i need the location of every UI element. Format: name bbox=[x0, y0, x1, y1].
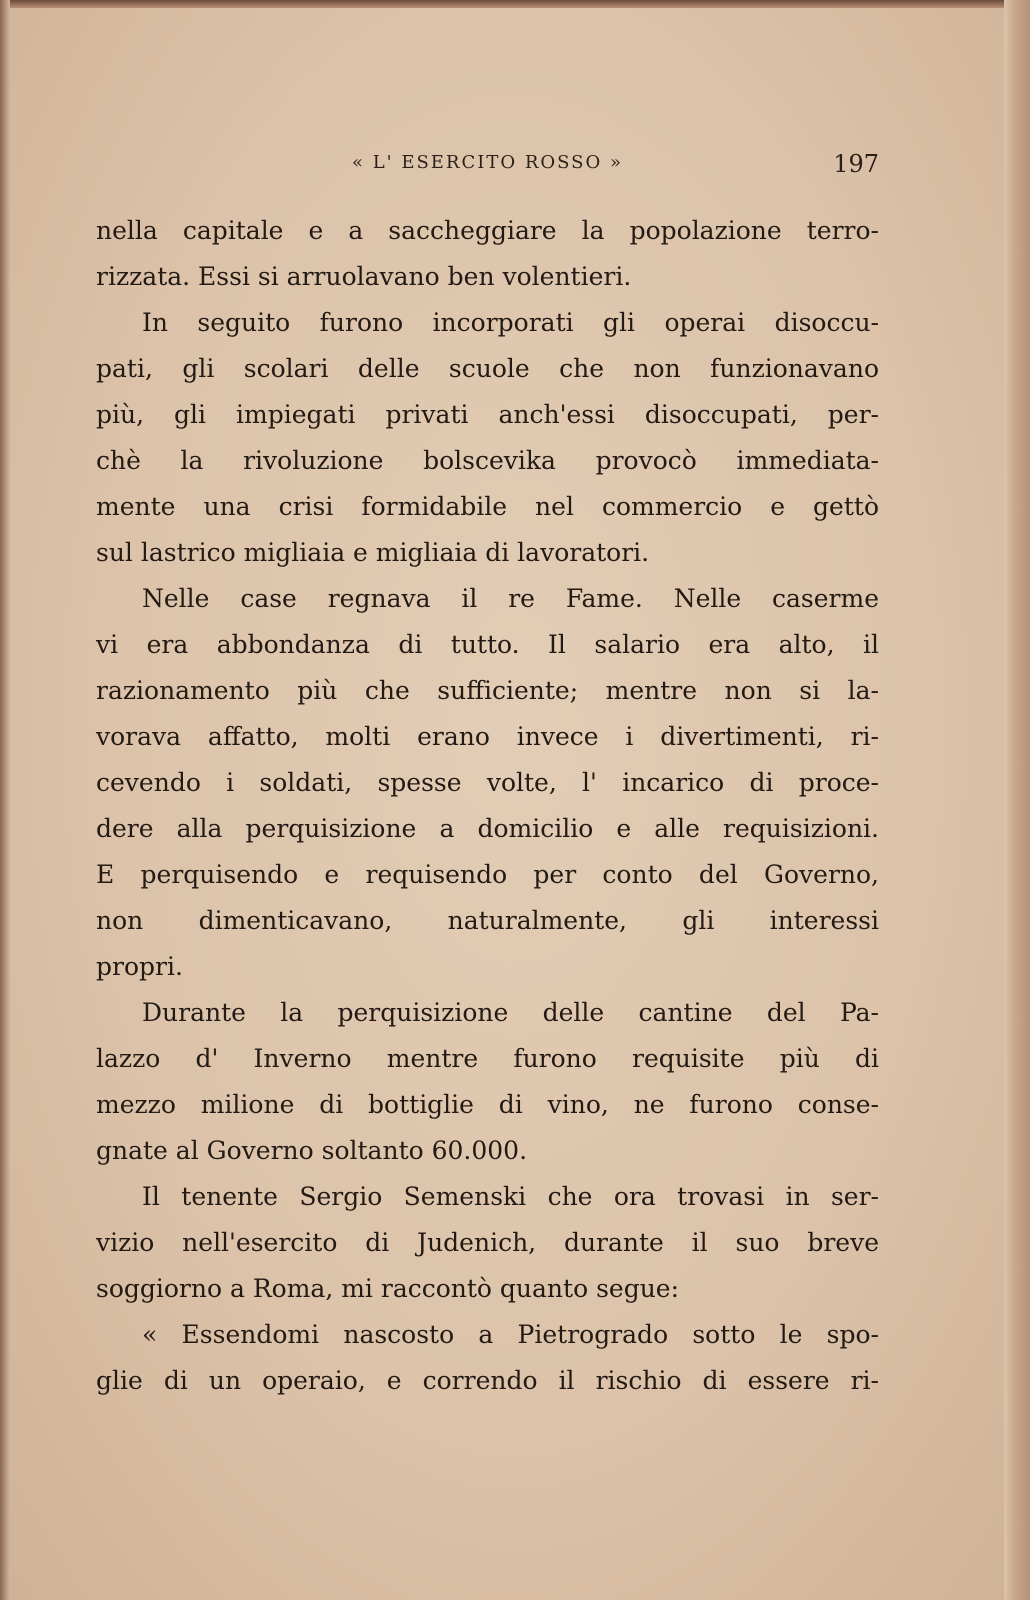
text-line: sul lastrico migliaia e migliaia di lavoratori. bbox=[96, 538, 650, 567]
text-line: gnate al Governo soltanto 60.000. bbox=[96, 1136, 528, 1165]
text-line: vizio nell'esercito di Judenich, durante il suo breve bbox=[96, 1228, 879, 1257]
text-line: mente una crisi formidabile nel commercio e gettò bbox=[96, 492, 879, 521]
page-top-edge bbox=[0, 0, 1030, 8]
text-line: chè la rivoluzione bolscevika provocò immediata- bbox=[96, 446, 879, 475]
text-line: « Essendomi nascosto a Pietrogrado sotto le spo- bbox=[142, 1320, 879, 1349]
paragraph bbox=[96, 576, 879, 990]
running-head bbox=[96, 152, 879, 186]
paragraph bbox=[96, 208, 879, 300]
page-left-edge bbox=[0, 0, 10, 1600]
text-line: propri. bbox=[96, 952, 183, 981]
text-line: Il tenente Sergio Semenski che ora trovasi in ser- bbox=[142, 1182, 879, 1211]
text-line: In seguito furono incorporati gli operai disoccu- bbox=[142, 308, 879, 337]
paragraph bbox=[96, 1312, 879, 1404]
running-title: « L' ESERCITO ROSSO » bbox=[351, 152, 624, 173]
text-line: lazzo d' Inverno mentre furono requisite più di bbox=[96, 1044, 879, 1073]
paragraph bbox=[96, 1174, 879, 1312]
paragraph bbox=[96, 990, 879, 1174]
text-line: vi era abbondanza di tutto. Il salario era alto, il bbox=[96, 630, 879, 659]
page-right-edge bbox=[1004, 0, 1030, 1600]
text-line: dere alla perquisizione a domicilio e alle requisizioni. bbox=[96, 814, 879, 843]
text-line: vorava affatto, molti erano invece i divertimenti, ri- bbox=[96, 722, 879, 751]
text-line: razionamento più che sufficiente; mentre non si la- bbox=[96, 676, 879, 705]
text-line: pati, gli scolari delle scuole che non funzionavano bbox=[96, 354, 879, 383]
page-number: 197 bbox=[833, 150, 879, 178]
text-line: glie di un operaio, e correndo il rischio di essere ri- bbox=[96, 1366, 879, 1395]
text-line: soggiorno a Roma, mi raccontò quanto segue: bbox=[96, 1274, 680, 1303]
paragraph bbox=[96, 300, 879, 576]
text-line: non dimenticavano, naturalmente, gli interessi bbox=[96, 906, 879, 935]
text-line: Durante la perquisizione delle cantine del Pa- bbox=[142, 998, 879, 1027]
text-line: mezzo milione di bottiglie di vino, ne furono conse- bbox=[96, 1090, 879, 1119]
text-line: cevendo i soldati, spesse volte, l' incarico di proce- bbox=[96, 768, 879, 797]
text-line: rizzata. Essi si arruolavano ben volentieri. bbox=[96, 262, 632, 291]
text-line: più, gli impiegati privati anch'essi disoccupati, per- bbox=[96, 400, 879, 429]
text-line: E perquisendo e requisendo per conto del Governo, bbox=[96, 860, 879, 889]
body-text bbox=[96, 208, 879, 1404]
text-line: nella capitale e a saccheggiare la popolazione terro- bbox=[96, 216, 879, 245]
text-line: Nelle case regnava il re Fame. Nelle caserme bbox=[142, 584, 879, 613]
